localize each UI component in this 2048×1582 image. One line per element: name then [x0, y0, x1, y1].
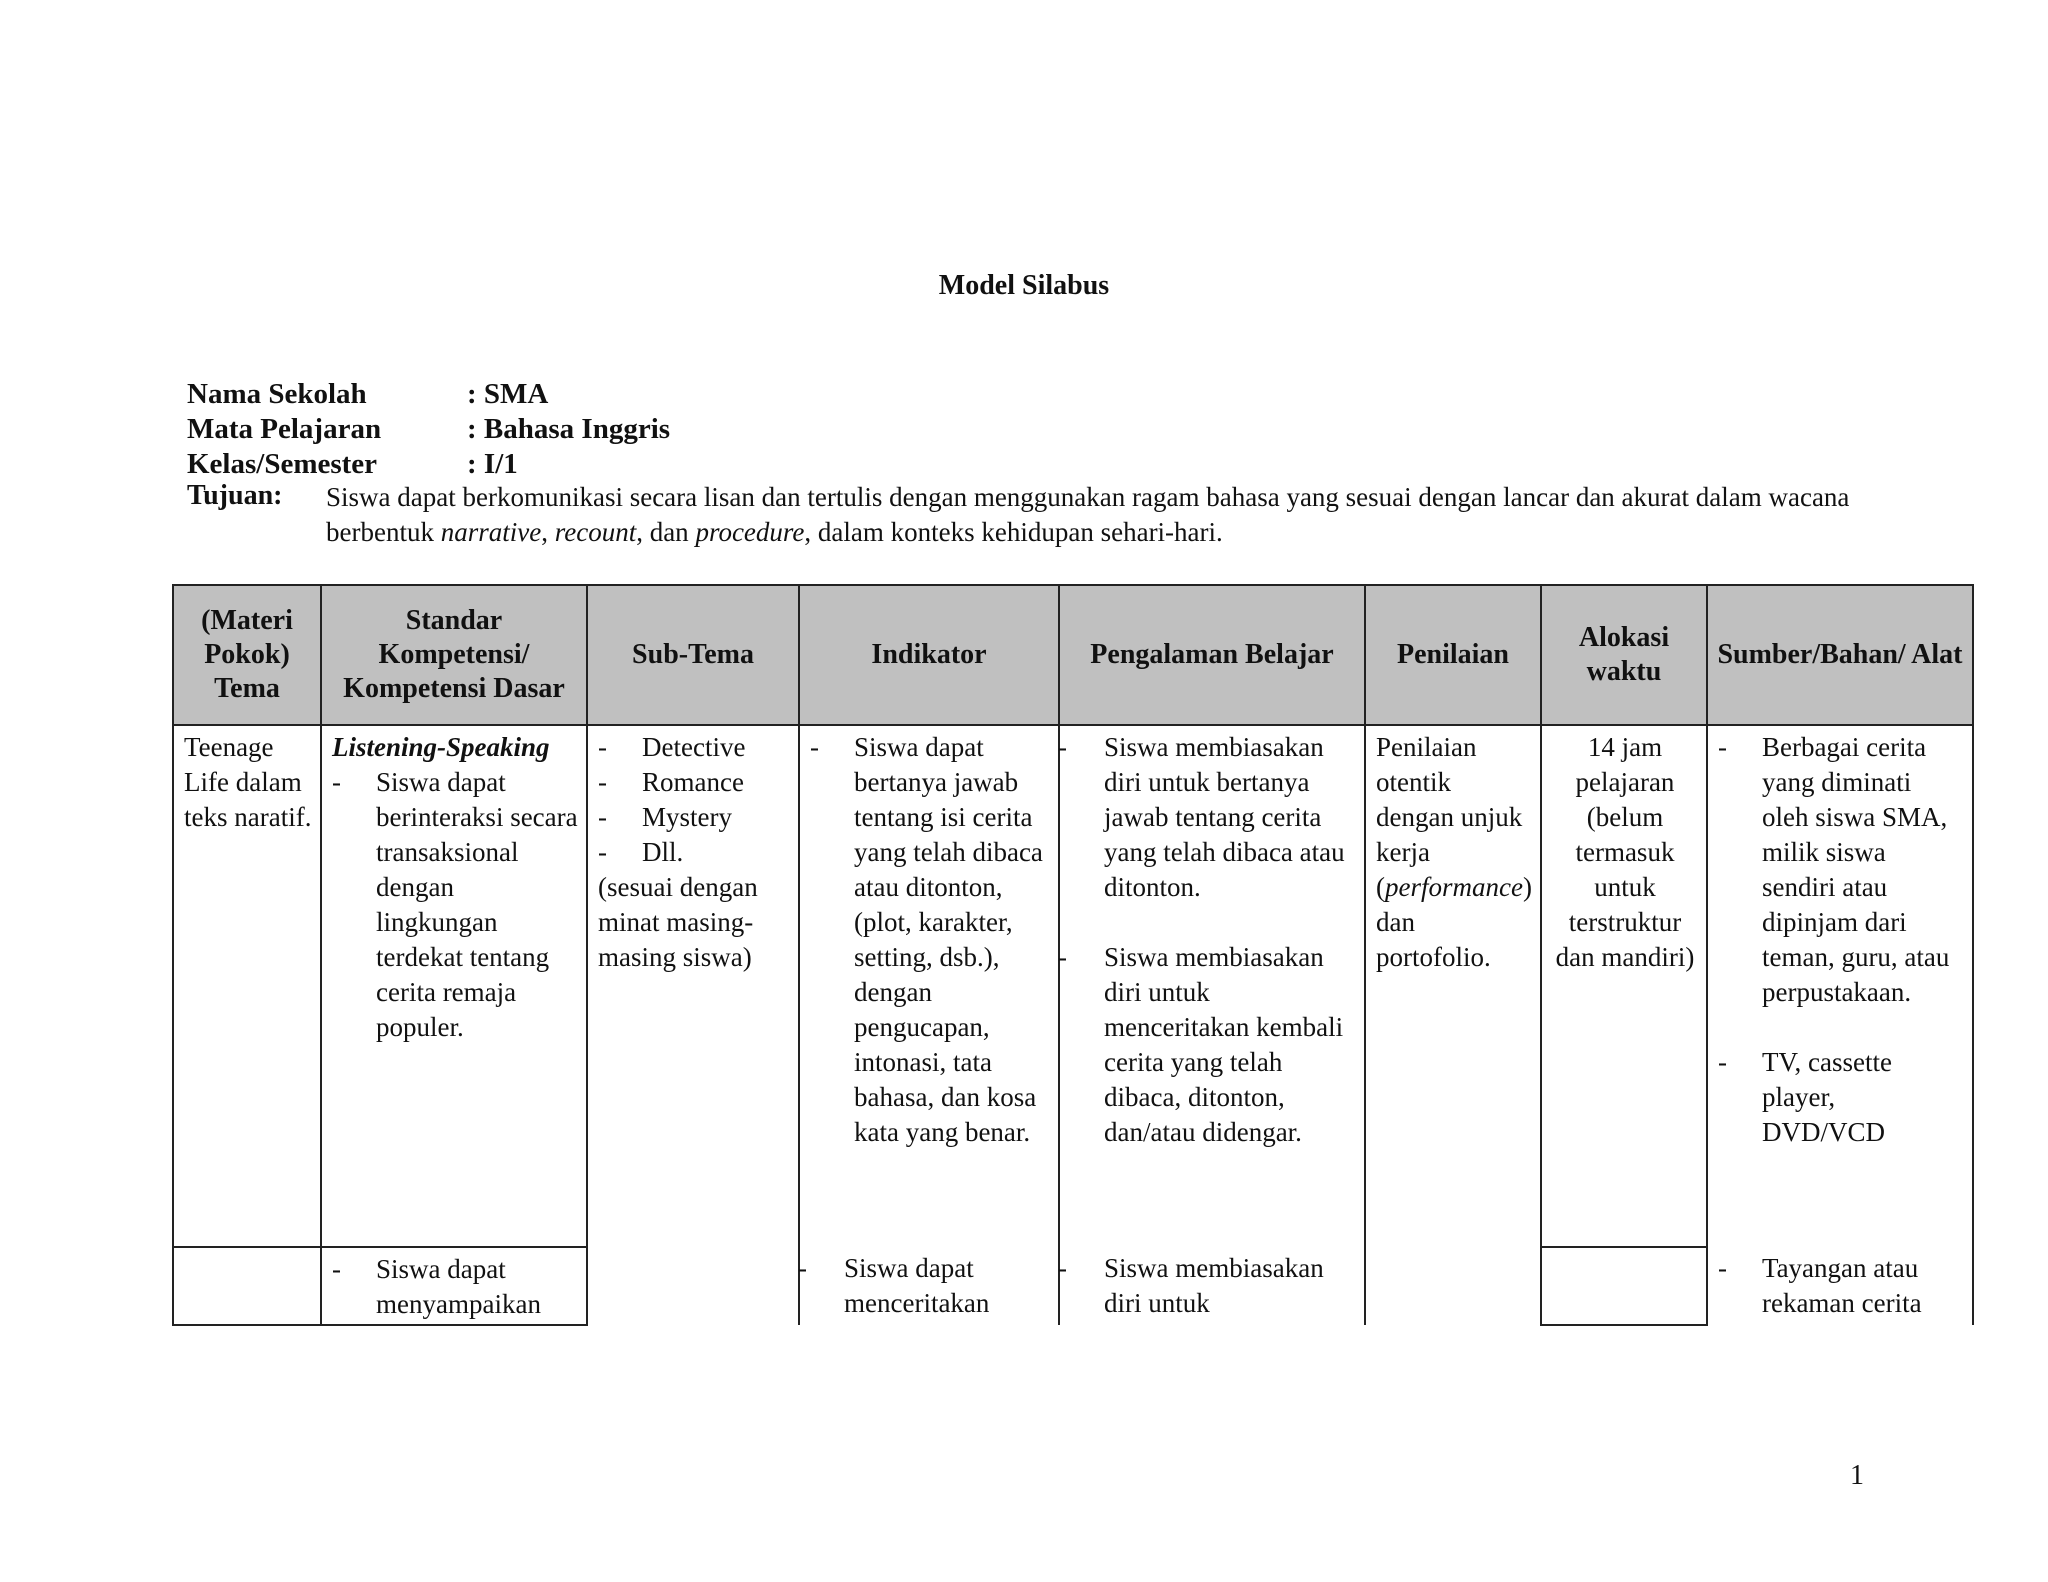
goal-emphasis: recount: [554, 517, 637, 547]
list-item: [810, 730, 1050, 1150]
list-item: [1058, 730, 1356, 905]
pengalaman-item-text: Siswa membiasakan diri untuk bertanya jawab tentang cerita yang telah dibaca atau ditonton.: [1104, 732, 1345, 902]
cell-tema-empty: [173, 1247, 321, 1325]
cell-subtema: [587, 725, 799, 1247]
header-penilaian: Penilaian: [1365, 585, 1541, 725]
dash-marker: -: [810, 732, 819, 762]
header-alokasi: Alokasi waktu: [1541, 585, 1707, 725]
cell-indikator: [799, 1247, 1059, 1325]
list-item: [332, 765, 578, 1045]
cell-indikator: [799, 725, 1059, 1247]
header-indikator: Indikator: [799, 585, 1059, 725]
header-sumber: Sumber/Bahan/ Alat: [1707, 585, 1973, 725]
standar-item-text: Siswa dapat menyampaikan: [376, 1254, 541, 1319]
sumber-item-text: TV, cassette player, DVD/VCD: [1761, 1047, 1892, 1147]
list-item: [598, 835, 790, 870]
cell-sumber: [1707, 725, 1973, 1247]
dash-marker: -: [1717, 1253, 1727, 1283]
dash-marker: -: [598, 802, 607, 832]
pengalaman-item-text: Siswa membiasakan diri untuk menceritakan kembali cerita yang telah dibaca, ditonton, dan/atau didengar.: [1104, 942, 1344, 1147]
penilaian-text: Penilaian otentik dengan unjuk kerja (: [1376, 732, 1523, 902]
school-label: Nama Sekolah: [187, 378, 367, 410]
cell-alokasi: [1541, 725, 1707, 1247]
school-value: : SMA: [467, 378, 549, 410]
list-item: [798, 1251, 1050, 1321]
table-row: [173, 725, 1973, 1247]
penilaian-emphasis: performance: [1385, 872, 1523, 902]
header-pengalaman: Pengalaman Belajar: [1059, 585, 1365, 725]
indikator-item-text: Siswa dapat menceritakan: [844, 1253, 990, 1318]
goal-text-part: Siswa dapat berkomunikasi secara lisan dan tertulis dengan menggunakan ragam bahasa yang sesuai dengan lancar dan akurat dalam wacana berbentuk: [326, 482, 1850, 547]
cell-alokasi-empty: [1541, 1247, 1707, 1325]
document-title: Model Silabus: [938, 270, 1110, 301]
dash-marker: -: [332, 1254, 341, 1284]
subtema-item: Dll.: [642, 837, 684, 867]
list-item: [1718, 1251, 1964, 1321]
subtema-item: Detective: [642, 732, 746, 762]
cell-pengalaman: [1059, 725, 1365, 1247]
goal-emphasis: procedure: [695, 517, 805, 547]
list-item: [1058, 940, 1356, 1150]
list-item: [1718, 730, 1964, 1010]
goal-label: Tujuan:: [187, 480, 283, 511]
goal-separator: ,: [541, 517, 555, 547]
goal-text-part: , dalam konteks kehidupan sehari-hari.: [804, 517, 1223, 547]
cell-standar: [321, 725, 587, 1247]
cell-subtema-empty: [587, 1247, 799, 1325]
table-header-row: [173, 585, 1973, 725]
dash-marker: -: [1058, 1253, 1067, 1283]
list-item: [598, 730, 790, 765]
list-item: [598, 765, 790, 800]
sumber-item-text: Berbagai cerita yang diminati oleh siswa SMA, milik siswa sendiri atau dipinjam dari teman, guru, atau perpustakaan.: [1761, 732, 1950, 1007]
sumber-item-text: Tayangan atau rekaman cerita: [1761, 1253, 1922, 1318]
goal-text: [326, 480, 1886, 550]
subject-label: Mata Pelajaran: [187, 413, 382, 445]
dash-marker: -: [598, 837, 607, 867]
list-item: [1718, 1045, 1964, 1150]
dash-marker: -: [1717, 1047, 1727, 1077]
subtema-note: (sesuai dengan minat masing-masing siswa): [598, 872, 758, 972]
header-standar: Standar Kompetensi/ Kompetensi Dasar: [321, 585, 587, 725]
table-row: [173, 1247, 1973, 1325]
dash-marker: -: [798, 1253, 807, 1283]
subtema-item: Mystery: [642, 802, 732, 832]
dash-marker: -: [598, 732, 607, 762]
alokasi-text: 14 jam pelajaran (belum termasuk untuk terstruktur dan mandiri): [1555, 732, 1695, 972]
standar-item-text: Siswa dapat berinteraksi secara transaksional dengan lingkungan terdekat tentang cerita remaja populer.: [376, 767, 578, 1042]
cell-pengalaman: [1059, 1247, 1365, 1325]
header-subtema: Sub-Tema: [587, 585, 799, 725]
subject-value: : Bahasa Inggris: [467, 413, 671, 445]
penilaian-text: ) dan portofolio.: [1376, 872, 1532, 972]
class-label: Kelas/Semester: [187, 448, 378, 480]
standar-heading: Listening-Speaking: [332, 732, 550, 762]
syllabus-table: [172, 584, 1974, 1326]
page-number: 1: [1850, 1460, 1864, 1491]
cell-penilaian-empty: [1365, 1247, 1541, 1325]
pengalaman-item-text: Siswa membiasakan diri untuk: [1104, 1253, 1324, 1318]
list-item: [332, 1252, 578, 1322]
cell-penilaian: [1365, 725, 1541, 1247]
indikator-item-text: Siswa dapat bertanya jawab tentang isi cerita yang telah dibaca atau ditonton, (plot, karakter, setting, dsb.), dengan pengucapan, intonasi, tata bahasa, dan kosa kata yang benar.: [854, 732, 1043, 1147]
cell-sumber: [1707, 1247, 1973, 1325]
cell-standar: [321, 1247, 587, 1325]
goal-emphasis: narrative: [440, 517, 542, 547]
cell-tema: [173, 725, 321, 1247]
dash-marker: -: [1058, 732, 1067, 762]
dash-marker: -: [332, 767, 341, 797]
goal-separator: , dan: [636, 517, 696, 547]
list-item: [1058, 1251, 1356, 1321]
dash-marker: -: [1058, 942, 1067, 972]
dash-marker: -: [1717, 732, 1727, 762]
list-item: [598, 800, 790, 835]
tema-text: Teenage Life dalam teks naratif.: [184, 732, 312, 832]
dash-marker: -: [598, 767, 607, 797]
class-value: : I/1: [467, 448, 518, 480]
header-tema: (Materi Pokok) Tema: [173, 585, 321, 725]
subtema-item: Romance: [642, 767, 744, 797]
